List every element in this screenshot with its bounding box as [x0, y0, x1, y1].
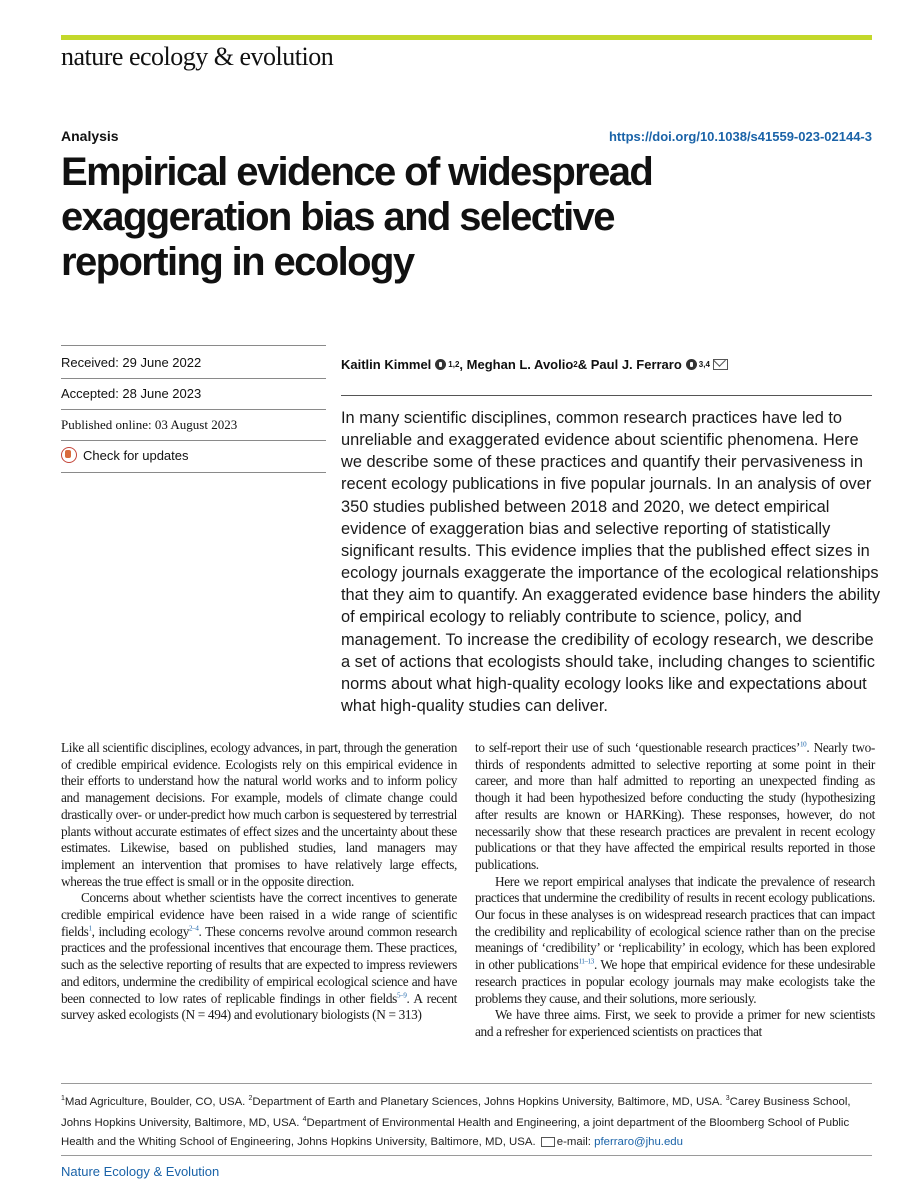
- body-text: . We hope that empirical evidence for these undesirable research practices in popular ecology journals may make ecologists take the problems they cause, and their solutions, more seriously.: [475, 957, 875, 1006]
- meta-divider: [61, 440, 326, 441]
- body-text: . These concerns revolve around common research practices and the professional incentives that encourage them. These practices, such as the selective reporting of results that are expected to impress reviewers and editors, undermine the credibility of empirical ecological science and have been connected to low rates of replicable findings in other fields: [61, 923, 457, 1006]
- body-column-left: [61, 740, 457, 1024]
- affiliation-text: Department of Environmental Health and Engineering, a joint department of the Bloomberg School of Public Health and the Whiting School of Engineering, Johns Hopkins University, Baltimore, MD, USA.: [61, 1117, 850, 1148]
- affiliation-ref: 3,4: [698, 360, 710, 369]
- author-name[interactable]: & Paul J. Ferraro: [577, 357, 682, 372]
- reference-link[interactable]: 1: [88, 924, 92, 933]
- footer-journal-name[interactable]: Nature Ecology & Evolution: [61, 1164, 220, 1179]
- article-title: [61, 150, 801, 285]
- title-line: exaggeration bias and selective: [61, 195, 614, 239]
- affiliation-number: 3: [725, 1095, 730, 1102]
- check-for-updates-button[interactable]: [61, 447, 189, 463]
- title-line: reporting in ecology: [61, 240, 414, 284]
- author-list: [341, 357, 728, 372]
- email-label: e-mail:: [556, 1135, 595, 1148]
- body-text: . Nearly two-thirds of respondents admitted to selective reporting at some point in their career, and more than half admitted to reporting an unexpected finding as though it had been hypothesized before conducting the study (hypothesizing after results are known or HARKing). These responses, however, do not necessarily show that these research practices are prevalent in recent ecology publications or that they have affected the empirical results reported in those publications.: [475, 740, 875, 872]
- author-name[interactable]: , Meghan L. Avolio: [459, 357, 574, 372]
- body-text: Concerns about whether scientists have the correct incentives to generate credible empirical evidence have been raised in a wide range of scientific fields: [61, 890, 457, 939]
- affiliation-text: Carey Business School, Johns Hopkins University, Baltimore, MD, USA.: [61, 1095, 851, 1130]
- orcid-icon[interactable]: [435, 359, 446, 370]
- affiliation-text: Mad Agriculture, Boulder, CO, USA.: [64, 1095, 249, 1108]
- doi-link[interactable]: https://doi.org/10.1038/s41559-023-02144-3: [608, 129, 872, 144]
- body-text: . A recent survey asked ecologists (N = 494) and evolutionary biologists (N = 313): [61, 990, 457, 1023]
- reference-link[interactable]: 11–13: [578, 957, 594, 966]
- abstract-divider: [341, 395, 872, 396]
- accepted-date: Accepted: 28 June 2023: [61, 386, 202, 401]
- body-paragraph: Like all scientific disciplines, ecology advances, in part, through the generation of credible empirical evidence. Ecologists rely on this empirical evidence in their efforts to understand how the natural world works and to inform policy and management decisions. For example, models of climate change could drastically over- or under-predict how much carbon is sequestered by terrestrial plants without accurate estimates of effect sizes and the uncertainty about these estimates. Likewise, based on published studies, land managers may implement an intervention that promises to have relatively large effects, whereas the true effect is small or in the opposite direction.: [61, 740, 457, 889]
- published-date: Published online: 03 August 2023: [61, 417, 238, 432]
- received-date: Received: 29 June 2022: [61, 355, 202, 370]
- journal-name: nature ecology & evolution: [61, 42, 334, 71]
- check-updates-icon: [61, 447, 77, 463]
- journal-accent-bar: [61, 35, 872, 40]
- footer-divider: [61, 1155, 872, 1156]
- affiliation-number: 2: [248, 1095, 253, 1102]
- check-updates-label: Check for updates: [83, 447, 189, 463]
- footnote-divider: [61, 1083, 872, 1084]
- affiliation-ref: 1,2: [448, 360, 460, 369]
- body-text: Here we report empirical analyses that indicate the prevalence of research practices that undermine the credibility of results in recent ecology publications. Our focus in these analyses is on widespread research practices that can impact the credibility and replicability of ecological science rather than on the precise meanings of ‘credibility’ or ‘replicability’ in ecology, which has been explored in other publications: [475, 873, 875, 973]
- affiliation-number: 4: [302, 1116, 307, 1124]
- meta-divider: [61, 378, 326, 379]
- body-paragraph: [475, 874, 875, 1008]
- affiliation-ref: 2: [573, 360, 578, 369]
- author-name[interactable]: Kaitlin Kimmel: [341, 357, 432, 372]
- email-icon[interactable]: [713, 359, 728, 370]
- abstract: In many scientific disciplines, common research practices have led to unreliable and exaggerated evidence about scientific phenomena. Here we describe some of these practices and quantify their pervasiveness in recent ecology publications in five popular journals. In an analysis of over 350 studies published between 2018 and 2020, we detect empirical evidence of exaggeration bias and selective reporting of statistically significant results. This evidence implies that the published effect sizes in ecology journals exaggerate the importance of the ecological relationships that they aim to quantify. An exaggerated evidence base hinders the ability of empirical ecology to reliably contribute to science, policy, and management. To increase the credibility of ecology research, we describe a set of actions that ecologists should take, including changes to scientific norms about what high-quality ecology looks like and expectations about what high-quality studies can deliver.: [341, 409, 881, 716]
- orcid-icon[interactable]: [686, 359, 697, 370]
- reference-link[interactable]: 10: [800, 740, 807, 749]
- affiliation-text: Department of Earth and Planetary Sciences, Johns Hopkins University, Baltimore, MD, USA.: [252, 1095, 726, 1108]
- meta-divider: [61, 345, 326, 346]
- body-text: to self-report their use of such ‘questionable research practices’: [475, 740, 801, 755]
- meta-divider: [61, 409, 326, 410]
- email-link[interactable]: pferraro@jhu.edu: [594, 1135, 683, 1148]
- reference-link[interactable]: 5–9: [397, 991, 407, 1000]
- meta-divider: [61, 472, 326, 473]
- email-icon: [541, 1137, 555, 1147]
- affiliation-number: 1: [61, 1095, 65, 1102]
- reference-link[interactable]: 2–4: [189, 924, 199, 933]
- body-column-right: [475, 740, 875, 1041]
- body-paragraph: [61, 890, 457, 1024]
- title-line: Empirical evidence of widespread: [61, 150, 653, 194]
- affiliations: [61, 1090, 872, 1151]
- body-paragraph: [475, 740, 875, 874]
- article-type-label: Analysis: [61, 128, 119, 144]
- body-paragraph: We have three aims. First, we seek to provide a primer for new scientists and a refresher for experienced scientists on practices that: [475, 1007, 875, 1039]
- body-text: , including ecology: [91, 923, 190, 939]
